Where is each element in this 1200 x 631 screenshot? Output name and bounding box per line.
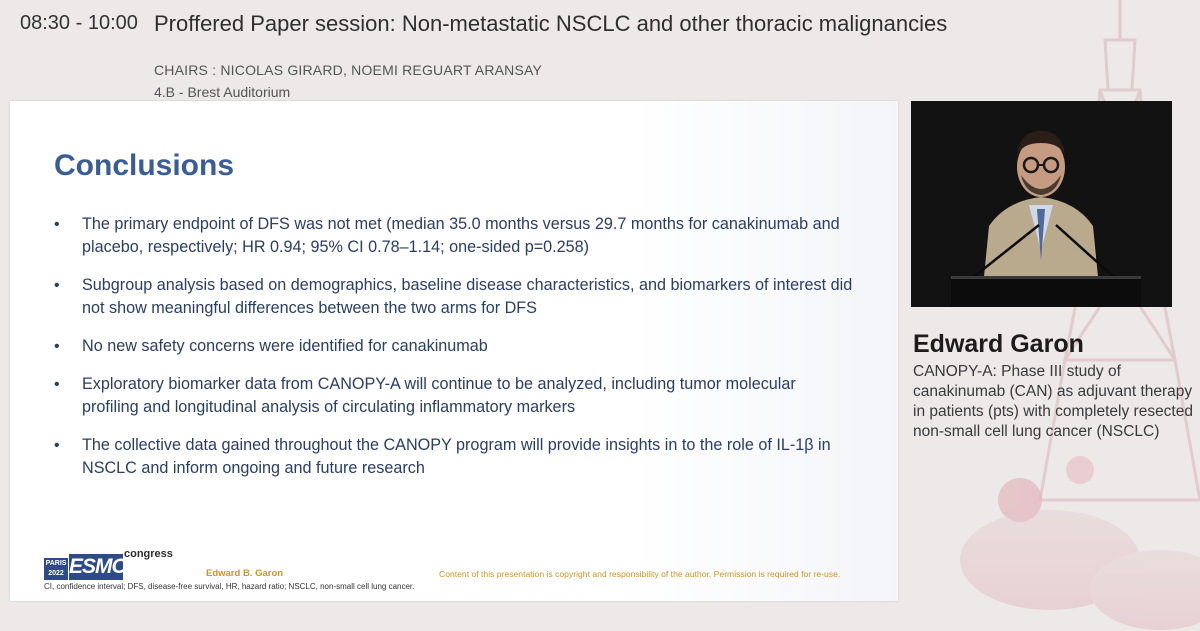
slide-copyright: Content of this presentation is copyright and responsibility of the author. Permission is required for re-use. <box>439 569 841 579</box>
logo-city-year <box>44 558 68 580</box>
session-title: Proffered Paper session: Non-metastatic NSCLC and other thoracic malignancies <box>154 11 948 36</box>
speaker-video <box>911 101 1172 307</box>
eiffel-tower-backdrop <box>900 0 1200 631</box>
slide-footnote: CI, confidence interval; DFS, disease-free survival, HR, hazard ratio; NSCLC, non-small cell lung cancer. <box>44 582 415 591</box>
eiffel-tower-illustration <box>900 0 1200 631</box>
presentation-slide <box>10 101 898 601</box>
logo-year: 2022 <box>48 570 64 577</box>
slide-presenter-name: Edward B. Garon <box>206 568 284 579</box>
slide-title: Conclusions <box>54 149 235 182</box>
logo-city: PARIS <box>45 560 67 567</box>
bullet-icon: • <box>54 277 60 294</box>
logo-congress: congress <box>124 548 173 560</box>
bullet-text: The collective data gained throughout the CANOPY program will provide insights in to the role of IL-1β in NSCLC and inform ongoing and future research <box>82 436 831 477</box>
bullet-text: No new safety concerns were identified for canakinumab <box>82 337 488 355</box>
bullet-icon: • <box>54 437 60 454</box>
speaker-video-frame <box>911 101 1172 307</box>
speaker-talk-title: CANOPY-A: Phase III study of canakinumab (CAN) as adjuvant therapy in patients (pts) with completely resected non-small cell lung cancer (NSCLC) <box>913 363 1193 440</box>
bullet-text: The primary endpoint of DFS was not met (median 35.0 months versus 29.7 months for canakinumab and placebo, respectively; HR 0.94; 95% CI 0.78–1.14; one-sided p=0.258) <box>82 215 840 256</box>
speaker-name: Edward Garon <box>913 330 1084 358</box>
esmo-congress-logo <box>44 548 174 578</box>
list-item <box>54 434 854 480</box>
list-item <box>54 213 854 259</box>
bullet-icon: • <box>54 376 60 393</box>
bullet-text: Subgroup analysis based on demographics, baseline disease characteristics, and biomarkers of interest did not show meaningful differences between the two arms for DFS <box>82 276 853 317</box>
list-item <box>54 335 854 358</box>
logo-brand: ESMO <box>69 555 127 578</box>
bullet-icon: • <box>54 338 60 355</box>
session-room: 4.B - Brest Auditorium <box>154 84 291 100</box>
session-chairs: CHAIRS : NICOLAS GIRARD, NOEMI REGUART ARANSAY <box>154 62 543 78</box>
bullet-text: Exploratory biomarker data from CANOPY-A will continue to be analyzed, including tumor molecular profiling and longitudinal analysis of circulating inflammatory markers <box>82 375 796 416</box>
conclusions-list <box>54 213 854 495</box>
list-item <box>54 274 854 320</box>
bullet-icon: • <box>54 216 60 233</box>
list-item <box>54 373 854 419</box>
session-time: 08:30 - 10:00 <box>20 12 138 34</box>
